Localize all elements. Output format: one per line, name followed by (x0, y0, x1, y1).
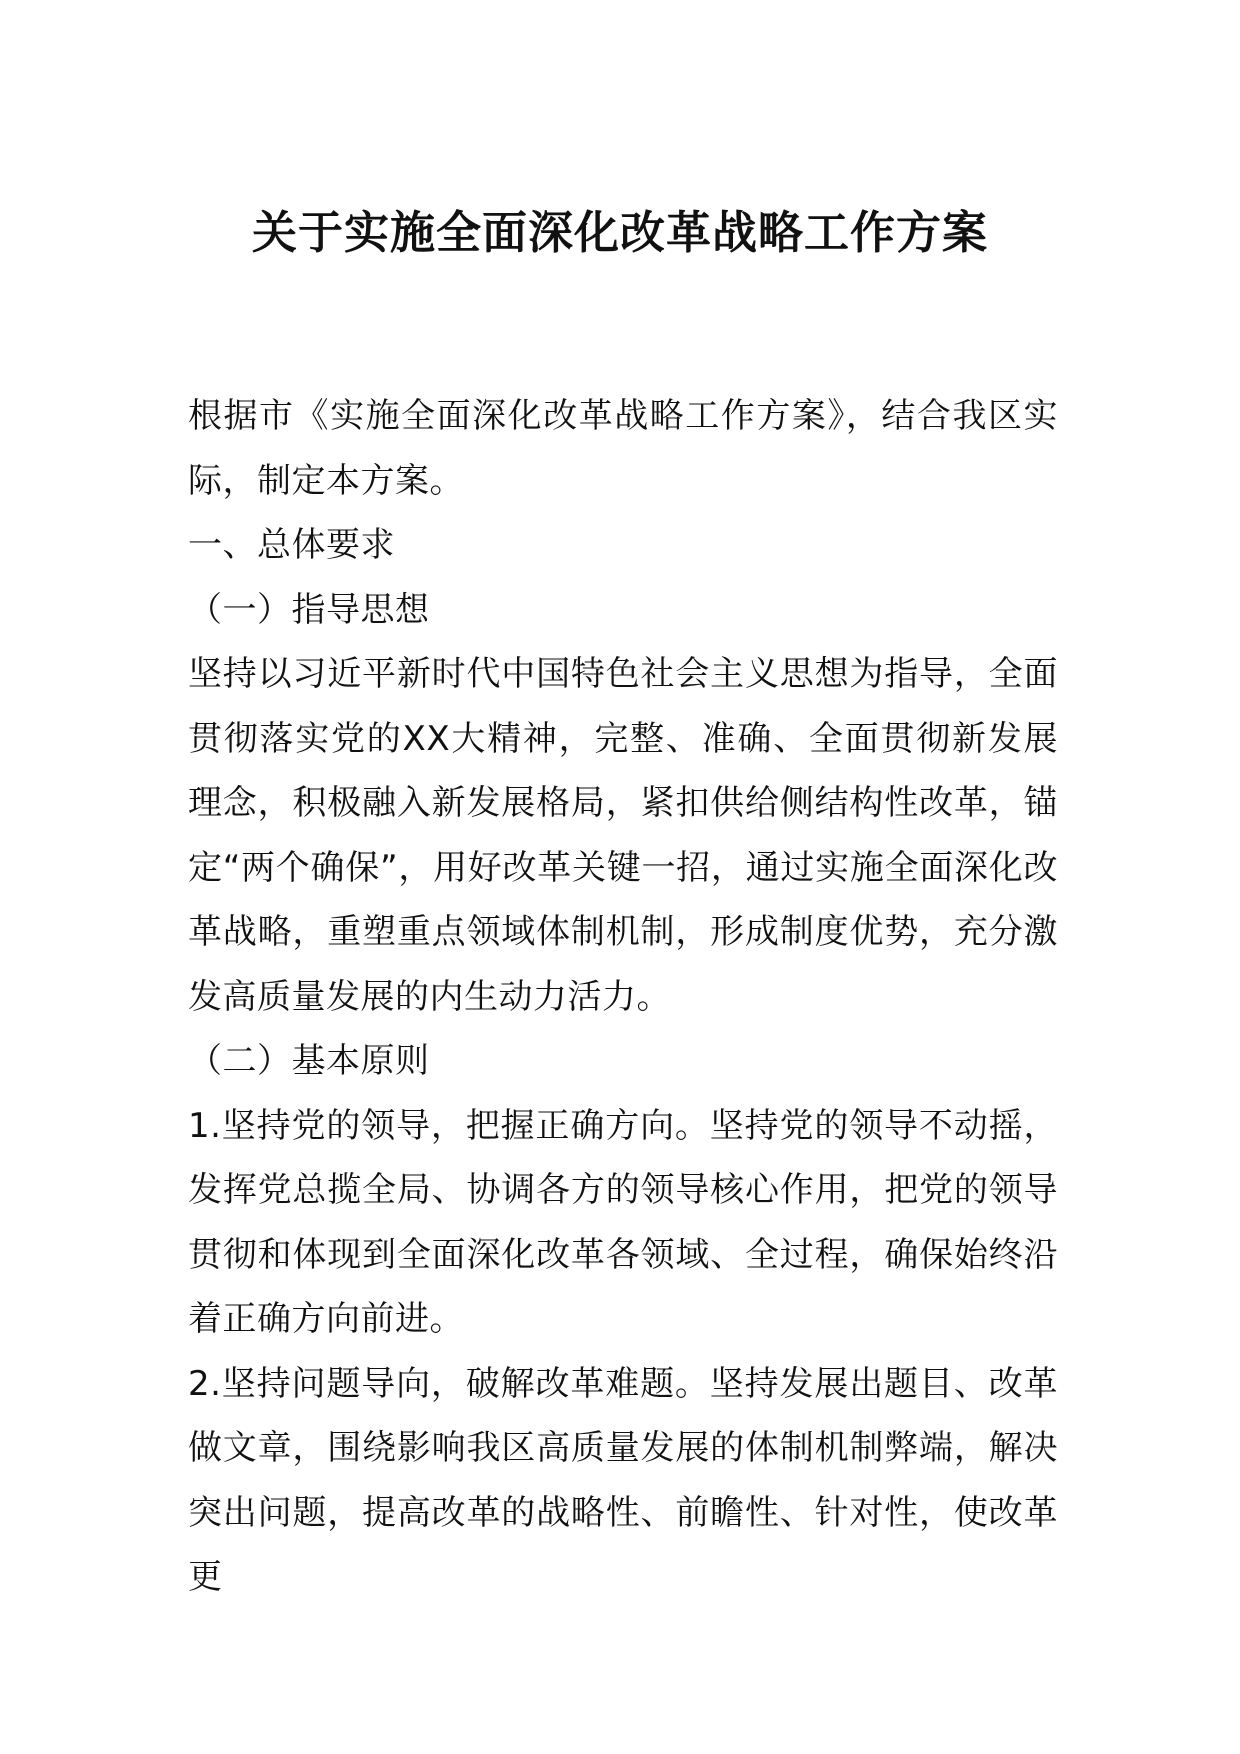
subsection-heading-basic-principles: （二）基本原则 (188, 1041, 430, 1081)
guiding-ideology-paragraph: 坚持以习近平新时代中国特色社会主义思想为指导，全面贯彻落实党的XX大精神，完整、准确、全面贯彻新发展理念，积极融入新发展格局，紧扣供给侧结构性改革，锚定“两个确保”，用好改革关键一招，通过实施全面深化改革战略，重塑重点领域体制机制，形成制度优势，充分激发高质量发展的内生动力活力。 (188, 654, 1058, 1017)
document-title: 关于实施全面深化改革战略工作方案 (251, 206, 988, 259)
intro-paragraph: 根据市《实施全面深化改革战略工作方案》，结合我区实际，制定本方案。 (188, 396, 1058, 501)
subsection-heading-guiding-ideology: （一）指导思想 (188, 589, 430, 630)
section-heading-general-requirements: 一、总体要求 (188, 525, 395, 565)
principle-paragraph-2: 2.坚持问题导向，破解改革难题。坚持发展出题目、改革做文章，围绕影响我区高质量发展的体制机制弊端，解决突出问题，提高改革的战略性、前瞻性、针对性，使改革更 (188, 1363, 1058, 1597)
principle-paragraph-1: 1.坚持党的领导，把握正确方向。坚持党的领导不动摇，发挥党总揽全局、协调各方的领导核心作用，把党的领导贯彻和体现到全面深化改革各领域、全过程，确保始终沿着正确方向前进。 (188, 1105, 1058, 1339)
document-body (188, 384, 1058, 1610)
